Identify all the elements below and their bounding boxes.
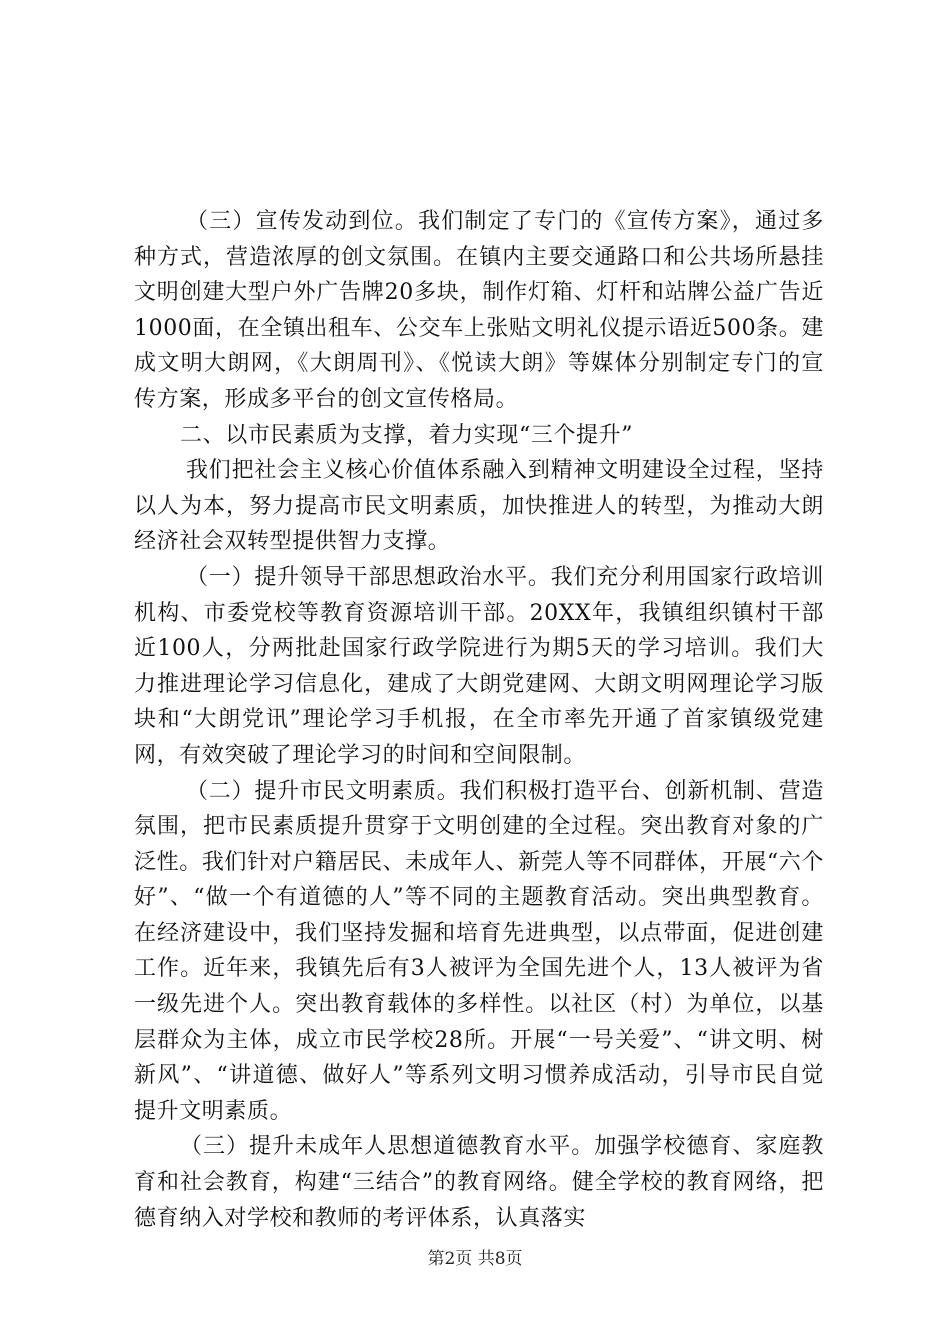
page-number-footer: 第2页 共8页: [427, 1249, 523, 1269]
paragraph-citizens: （二）提升市民文明素质。我们积极打造平台、创新机制、营造氛围，把市民素质提升贯穿于文明创建的全过程。突出教育对象的广泛性。我们针对户籍居民、未成年人、新莞人等不同群体，开展“六个好”、“做一个有道德的人”等不同的主题教育活动。突出典型教育。在经济建设中，我们坚持发掘和培育先进典型，以点带面，促进创建工作。近年来，我镇先后有3人被评为全国先进个人，13人被评为省一级先进个人。突出教育载体的多样性。以社区（村）为单位，以基层群众为主体，成立市民学校28所。开展“一号关爱”、“讲文明、树新风”、“讲道德、做好人”等系列文明习惯养成活动，引导市民自觉提升文明素质。: [134, 778, 824, 1124]
paragraph-publicity: （三）宣传发动到位。我们制定了专门的《宣传方案》，通过多种方式，营造浓厚的创文氛围。在镇内主要交通路口和公共场所悬挂文明创建大型户外广告牌20多块，制作灯箱、灯杆和站牌公益广告近1000面，在全镇出租车、公交车上张贴文明礼仪提示语近500条。建成文明大朗网，《大朗周刊》、《悦读大朗》等媒体分别制定专门的宣传方案，形成多平台的创文宣传格局。: [134, 209, 824, 412]
paragraph-minors: （三）提升未成年人思想道德教育水平。加强学校德育、家庭教育和社会教育，构建“三结合”的教育网络。健全学校的教育网络，把德育纳入对学校和教师的考评体系，认真落实: [134, 1134, 824, 1231]
section-heading: 二、以市民素质为支撑，着力实现“三个提升”: [180, 422, 634, 448]
document-body: [134, 204, 824, 1236]
paragraph-core-values: 我们把社会主义核心价值体系融入到精神文明建设全过程，坚持以人为本，努力提高市民文明素质，加快推进人的转型，为推动大朗经济社会双转型提供智力支撑。: [134, 458, 824, 555]
paragraph-cadres: （一）提升领导干部思想政治水平。我们充分利用国家行政培训机构、市委党校等教育资源培训干部。20XX年，我镇组织镇村干部近100人，分两批赴国家行政学院进行为期5天的学习培训。我们大力推进理论学习信息化，建成了大朗党建网、大朗文明网理论学习版块和“大朗党讯”理论学习手机报，在全市率先开通了首家镇级党建网，有效突破了理论学习的时间和空间限制。: [134, 564, 824, 768]
